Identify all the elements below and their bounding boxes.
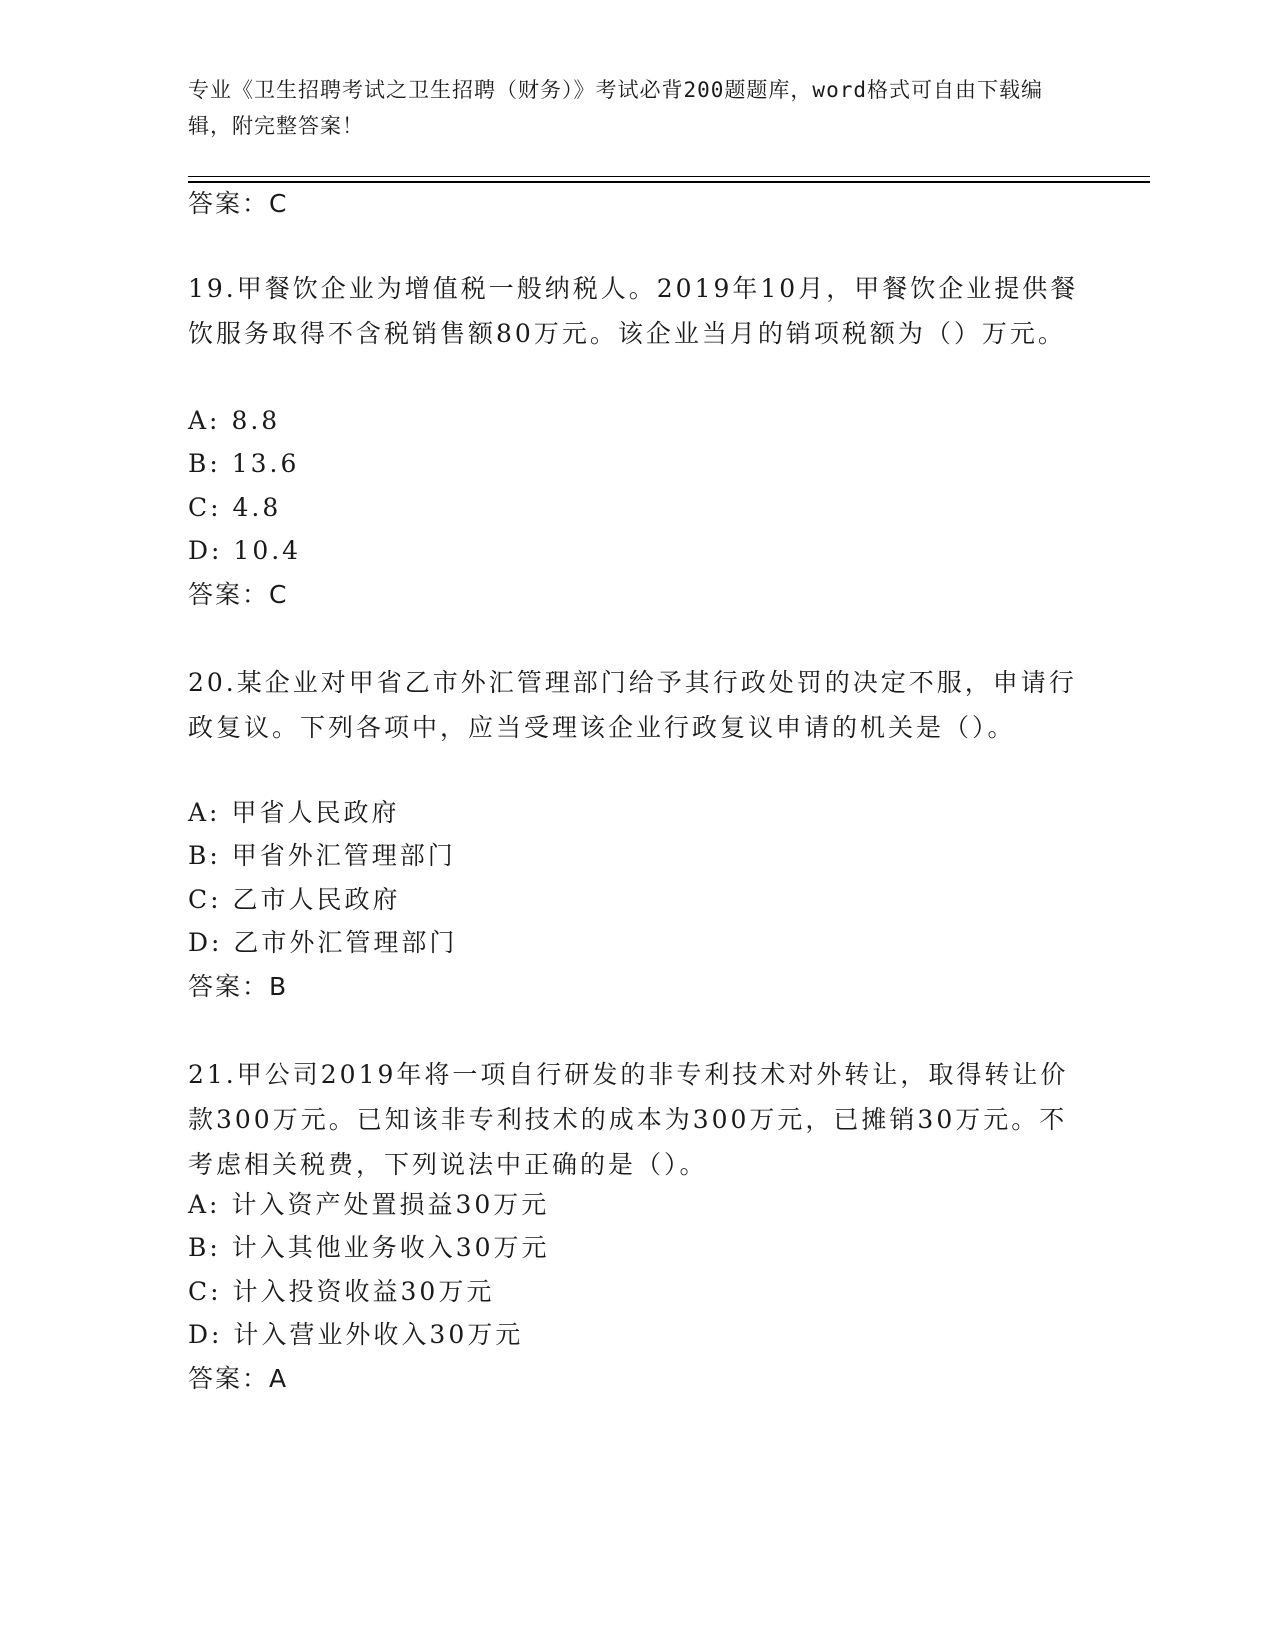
option-letter: D: [188, 536, 223, 565]
option-text: 10.4 [233, 536, 302, 565]
option-letter: C: [188, 885, 222, 914]
header-divider-thick [188, 181, 1150, 183]
option-letter: A: [188, 1190, 221, 1219]
question-21-option-b [188, 1230, 550, 1266]
question-20-option-c [188, 882, 401, 918]
document-intro: 专业《卫生招聘考试之卫生招聘（财务）》考试必背200题题库，word格式可自由下载编辑，附完整答案！ [188, 78, 1043, 138]
option-text: 8.8 [231, 406, 281, 435]
question-20-answer: 答案：B [188, 972, 289, 1001]
option-text: 4.8 [232, 493, 282, 522]
option-letter: B: [188, 1233, 221, 1262]
question-21-option-a [188, 1187, 549, 1223]
option-text: 13.6 [231, 449, 300, 478]
question-19-option-d [188, 533, 301, 569]
option-text: 甲省外汇管理部门 [231, 841, 456, 870]
option-letter: A: [188, 798, 221, 827]
option-text: 计入其他业务收入30万元 [231, 1233, 550, 1262]
question-21-text: 21.甲公司2019年将一项自行研发的非专利技术对外转让，取得转让价款300万元。已知该非专利技术的成本为300万元，已摊销30万元。不考虑相关税费，下列说法中正确的是（）。 [188, 1060, 1069, 1179]
question-20-option-b [188, 838, 456, 874]
option-letter: B: [188, 841, 221, 870]
question-20-text: 20.某企业对甲省乙市外汇管理部门给予其行政处罚的决定不服，申请行政复议。下列各项中，应当受理该企业行政复议申请的机关是（）。 [188, 668, 1077, 742]
question-20-option-d [188, 925, 457, 961]
header-divider-thin [188, 176, 1150, 177]
question-20-option-a [188, 795, 399, 831]
question-19-text: 19.甲餐饮企业为增值税一般纳税人。2019年10月，甲餐饮企业提供餐饮服务取得不含税销售额80万元。该企业当月的销项税额为（）万元。 [188, 274, 1079, 348]
question-21-option-c [188, 1274, 494, 1310]
option-letter: A: [188, 406, 221, 435]
question-19-answer: 答案：C [188, 580, 289, 609]
previous-answer: 答案：C [188, 189, 289, 218]
option-text: 计入营业外收入30万元 [233, 1320, 524, 1349]
option-letter: D: [188, 1320, 223, 1349]
question-19-option-c [188, 490, 281, 526]
option-text: 乙市人民政府 [232, 885, 401, 914]
option-text: 计入资产处置损益30万元 [231, 1190, 550, 1219]
question-21-answer: 答案：A [188, 1364, 289, 1393]
option-letter: B: [188, 449, 221, 478]
option-letter: C: [188, 493, 222, 522]
option-letter: C: [188, 1277, 222, 1306]
option-letter: D: [188, 928, 223, 957]
option-text: 计入投资收益30万元 [232, 1277, 495, 1306]
option-text: 乙市外汇管理部门 [233, 928, 458, 957]
option-text: 甲省人民政府 [231, 798, 400, 827]
question-21-option-d [188, 1317, 523, 1353]
question-19-option-a [188, 403, 280, 439]
question-19-option-b [188, 446, 299, 482]
